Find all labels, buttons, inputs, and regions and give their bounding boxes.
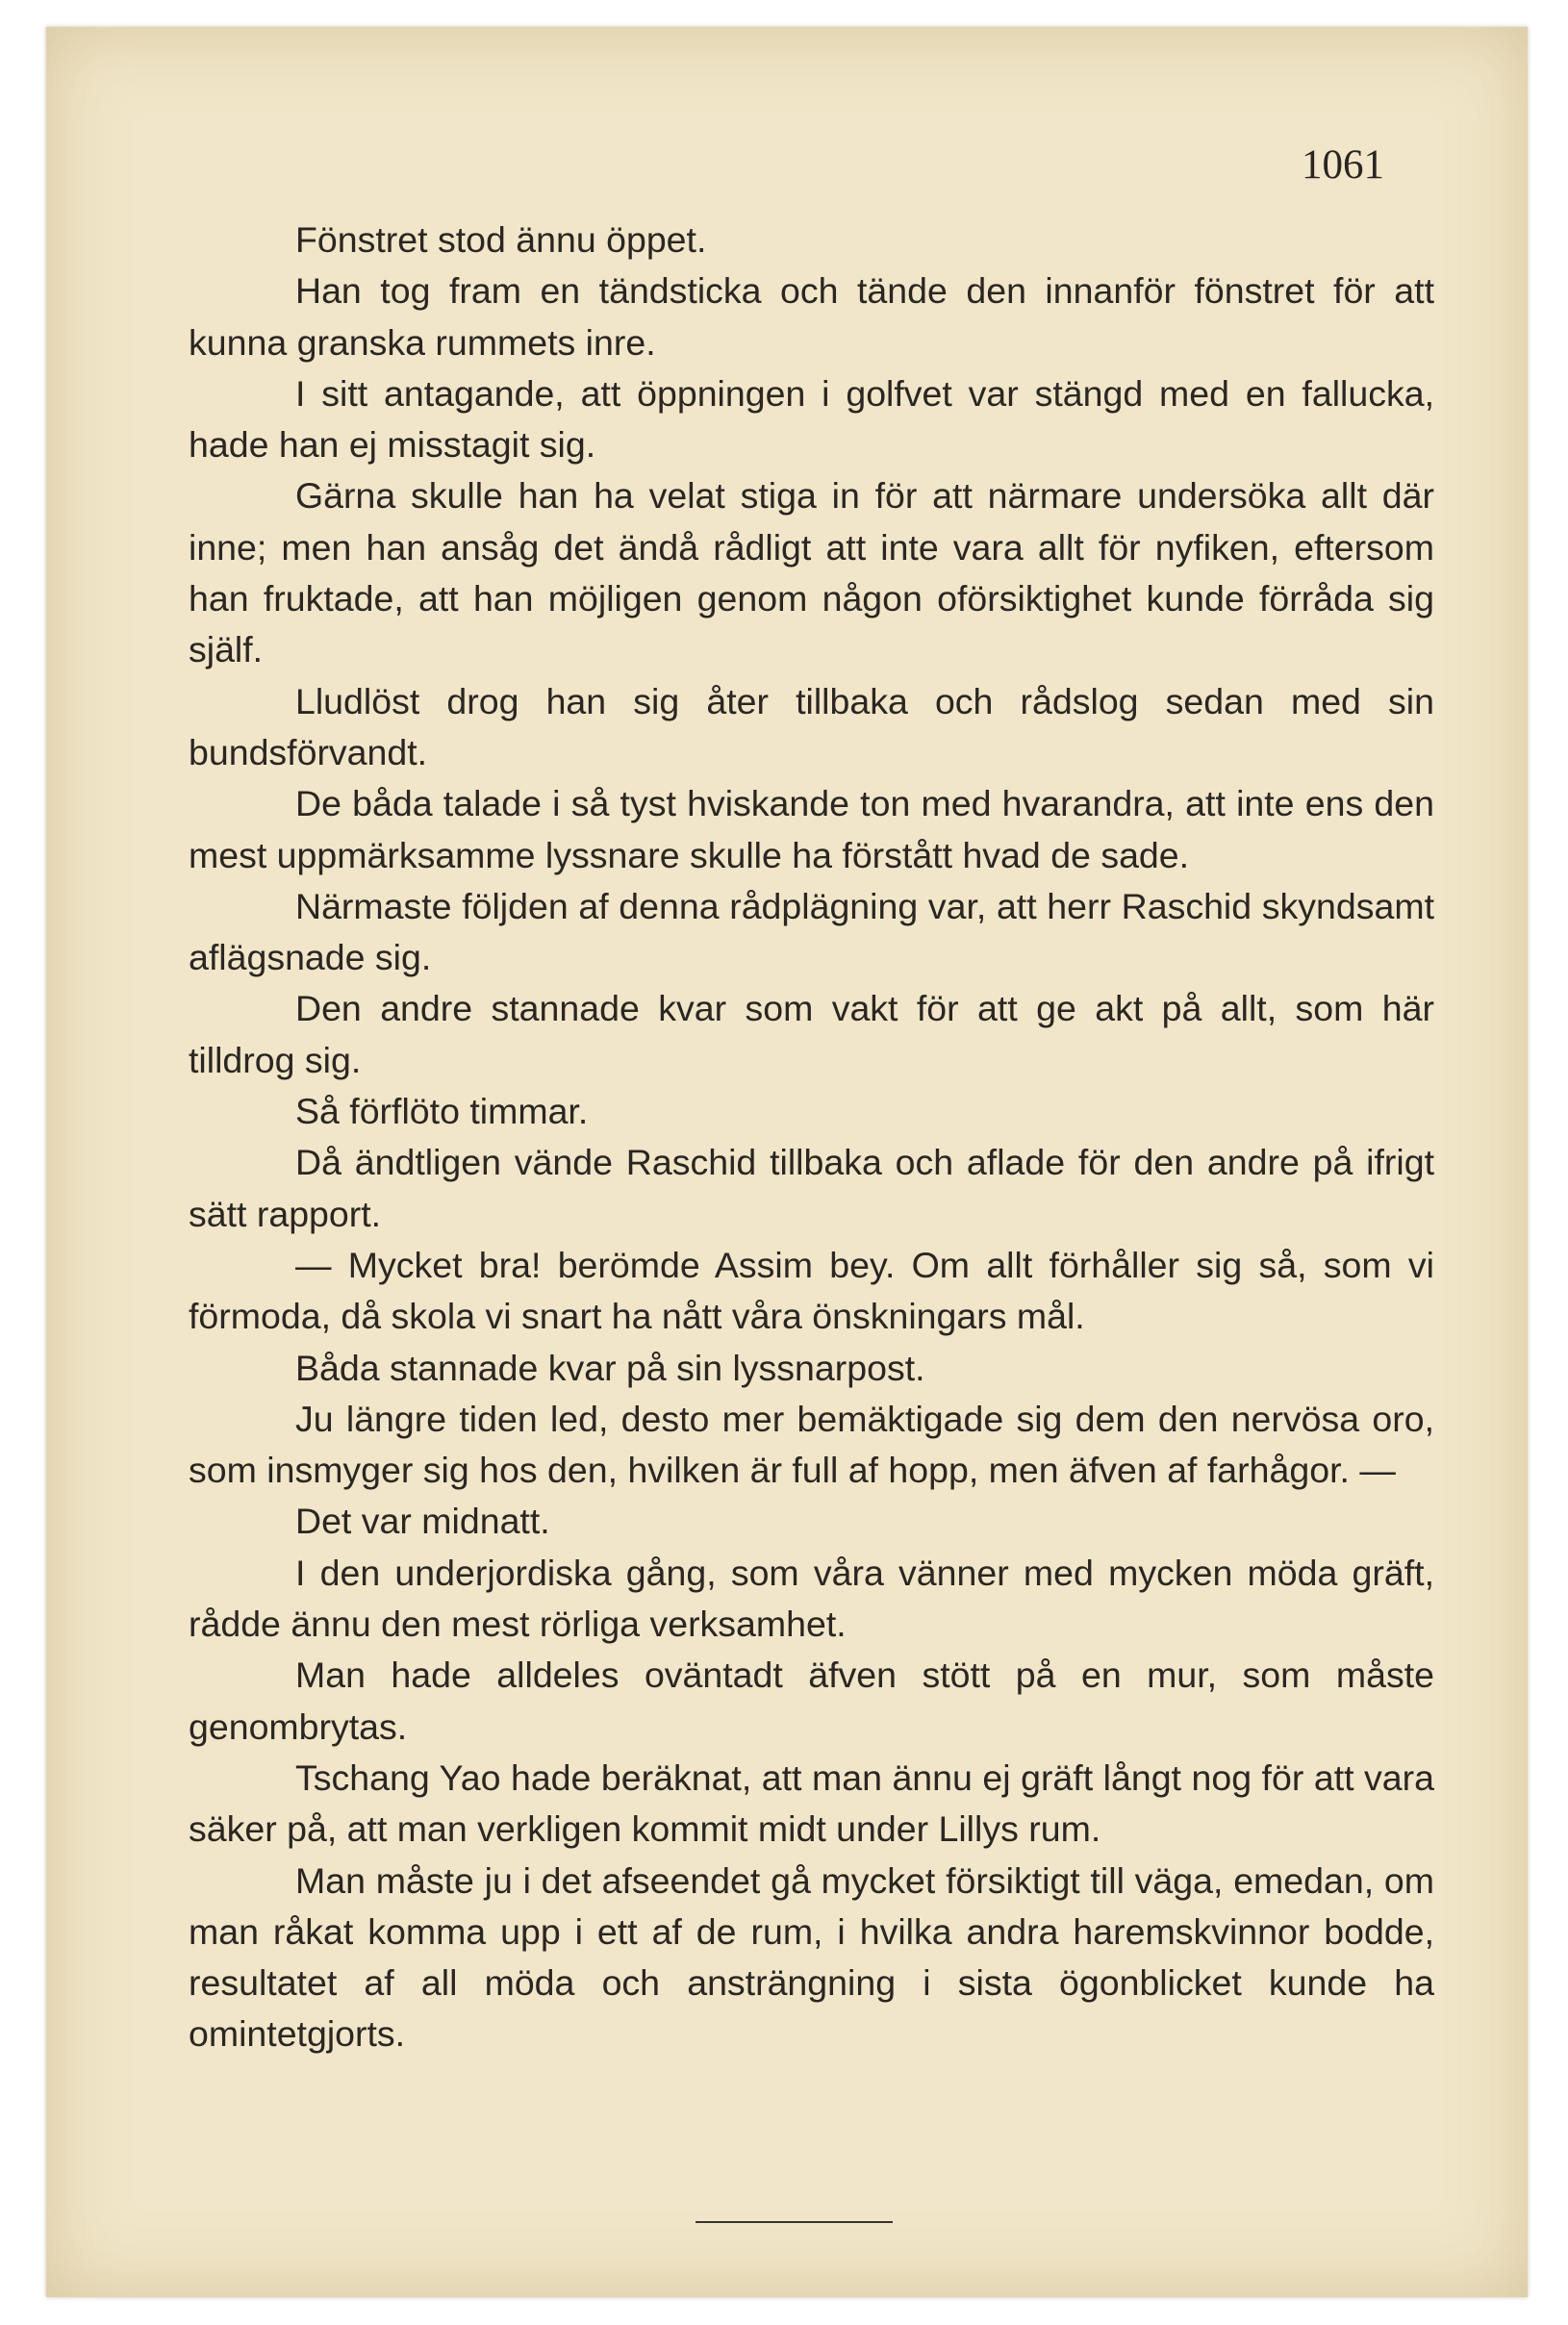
paragraph: Så förflöto timmar. (295, 1091, 589, 1132)
paragraph: Ju längre tiden led, desto mer bemäktigade sig dem den nervösa oro, som insmyger sig hos den, hvilken är full af hopp, men äfven af farhågor. — (189, 1398, 1434, 1491)
paragraph: Båda stannade kvar på sin lyssnarpost. (295, 1347, 925, 1388)
end-rule (695, 2221, 893, 2223)
paragraph: Närmaste följden af denna rådplägning var, att herr Raschid skyndsamt aflägsnade sig. (189, 885, 1434, 978)
paragraph: Fönstret stod ännu öppet. (295, 219, 707, 260)
paragraph: Man måste ju i det afseendet gå mycket försiktigt till väga, emedan, om man råkat komma upp i ett af de rum, i hvilka andra haremskvinnor bodde, resultatet af all möda och ansträngning i sista ögonblicket kunde ha omintetgjorts. (189, 1859, 1434, 2055)
paragraph: — Mycket bra! berömde Assim bey. Om allt förhåller sig så, som vi förmoda, då skola vi snart ha nått våra önskningars mål. (189, 1244, 1434, 1337)
paragraph: Gärna skulle han ha velat stiga in för att närmare undersöka allt där inne; men han ansåg det ändå rådligt att inte vara allt för nyfiken, eftersom han fruktade, att han möjligen genom någon oförsiktighet kunde förråda sig själf. (189, 475, 1434, 670)
paragraph: Då ändtligen vände Raschid tillbaka och aflade för den andre på ifrigt sätt rapport. (189, 1142, 1434, 1234)
body-text (189, 215, 1434, 2060)
book-page (46, 27, 1528, 2297)
paragraph: Han tog fram en tändsticka och tände den innanför fönstret för att kunna granska rummets inre. (189, 270, 1434, 363)
paragraph: De båda talade i så tyst hviskande ton med hvarandra, att inte ens den mest uppmärksamme lyssnare skulle ha förstått hvad de sade. (189, 783, 1434, 875)
paragraph: Det var midnatt. (295, 1501, 550, 1542)
page-number: 1061 (1302, 142, 1384, 188)
paragraph: I den underjordiska gång, som våra vänner med mycken möda gräft, rådde ännu den mest rörliga verksamhet. (189, 1552, 1434, 1645)
paragraph: I sitt antagande, att öppningen i golfvet var stängd med en fallucka, hade han ej misstagit sig. (189, 372, 1434, 466)
paragraph: Tschang Yao hade beräknat, att man ännu ej gräft långt nog för att vara säker på, att man verkligen kommit midt under Lillys rum. (189, 1756, 1434, 1850)
paragraph: Den andre stannade kvar som vakt för att ge akt på allt, som här tilldrog sig. (189, 988, 1434, 1080)
paragraph: Lludlöst drog han sig åter tillbaka och rådslog sedan med sin bundsförvandt. (189, 680, 1434, 772)
paragraph: Man hade alldeles oväntadt äfven stött på en mur, som måste genombrytas. (189, 1655, 1434, 1747)
